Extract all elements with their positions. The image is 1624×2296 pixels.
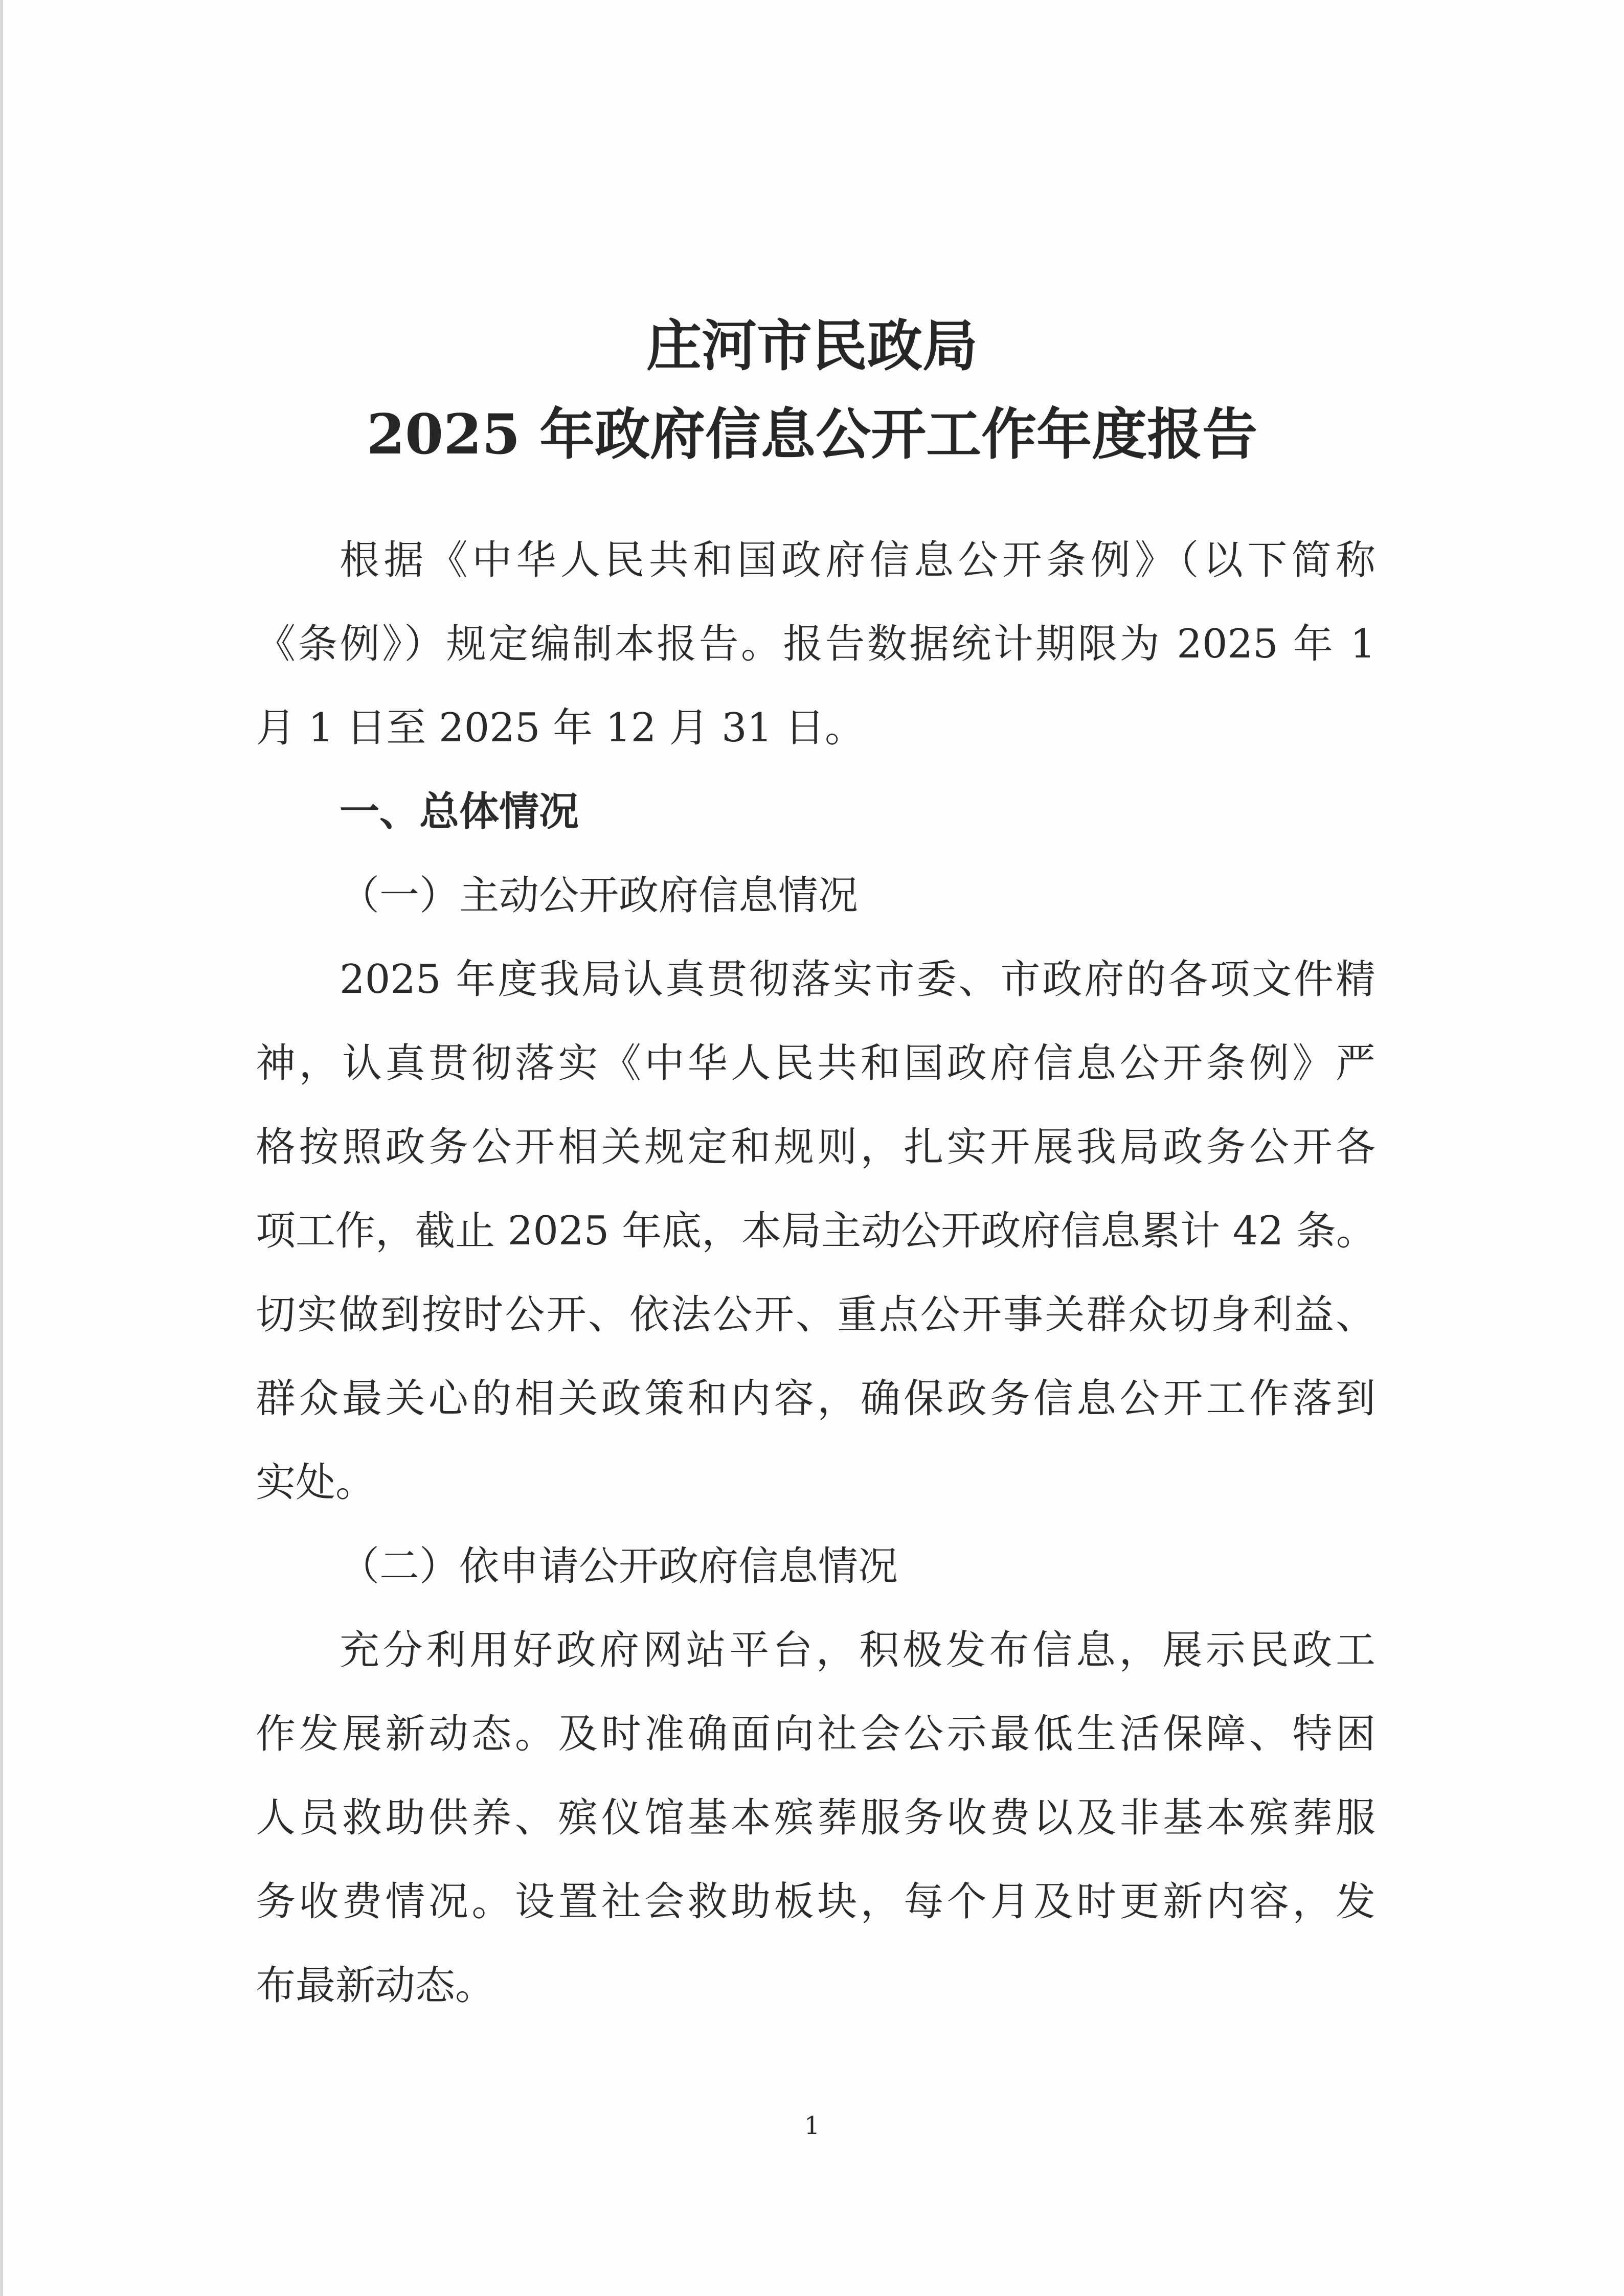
- paragraph: [256, 1608, 1375, 2028]
- document-title-report: 2025 年政府信息公开工作年度报告: [366, 402, 1258, 467]
- text-line: 2025 年度我局认真贯彻落实市委、市政府的各项文件精: [340, 957, 1375, 1003]
- text-line: 务收费情况。设置社会救助板块，每个月及时更新内容，发: [256, 1879, 1375, 1925]
- subsection-heading: [256, 1525, 1375, 1608]
- text-line: 格按照政务公开相关规定和规则，扎实开展我局政务公开各: [256, 1124, 1375, 1170]
- document-body: [256, 518, 1375, 2028]
- text-line: 月 1 日至 2025 年 12 月 31 日。: [256, 705, 865, 751]
- text-line: 实处。: [256, 1460, 376, 1506]
- text-line: 一、总体情况: [340, 789, 579, 835]
- text-line: （二）依申请公开政府信息情况: [340, 1543, 898, 1589]
- text-line: 充分利用好政府网站平台，积极发布信息，展示民政工: [340, 1627, 1375, 1673]
- text-line: 项工作，截止 2025 年底，本局主动公开政府信息累计 42 条。: [256, 1208, 1376, 1254]
- text-line: 《条例》）规定编制本报告。报告数据统计期限为 2025 年 1: [256, 621, 1375, 667]
- text-line: 群众最关心的相关政策和内容，确保政务信息公开工作落到: [256, 1376, 1375, 1422]
- text-line: 神，认真贯彻落实《中华人民共和国政府信息公开条例》严: [256, 1040, 1375, 1086]
- text-line: 切实做到按时公开、依法公开、重点公开事关群众切身利益、: [256, 1292, 1375, 1338]
- section-heading: [256, 770, 1375, 854]
- text-line: （一）主动公开政府信息情况: [340, 873, 859, 919]
- document-title-org: 庄河市民政局: [646, 314, 978, 378]
- text-line: 作发展新动态。及时准确面向社会公示最低生活保障、特困: [256, 1711, 1375, 1757]
- page-number: 1: [804, 2111, 820, 2140]
- paragraph: [256, 518, 1375, 770]
- paragraph: [256, 938, 1375, 1525]
- subsection-heading: [256, 854, 1375, 938]
- text-line: 根据《中华人民共和国政府信息公开条例》（以下简称: [340, 537, 1375, 583]
- text-line: 人员救助供养、殡仪馆基本殡葬服务收费以及非基本殡葬服: [256, 1795, 1375, 1841]
- text-line: 布最新动态。: [256, 1963, 495, 2009]
